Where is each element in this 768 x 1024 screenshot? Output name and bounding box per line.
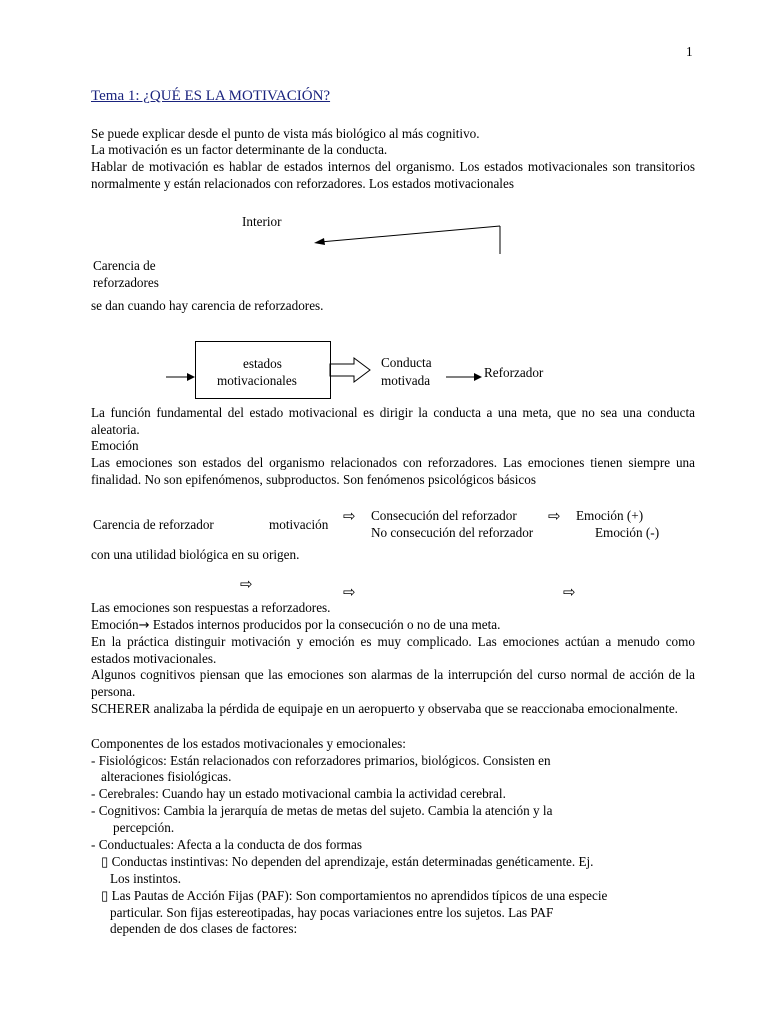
intro-paragraph-3: Hablar de motivación es hablar de estados internos del organismo. Los estados motivacionales son transitorios normalmente y están relacionados con reforzadores. Los estados motivacionales xyxy=(91,159,695,191)
componentes-heading: Componentes de los estados motivacionales y emocionales: xyxy=(91,736,406,751)
practica-paragraph: En la práctica distinguir motivación y emoción es muy complicado. Las emociones actúan a menudo como estados motivacionales. xyxy=(91,634,695,666)
double-arrow-icon: ⇨ xyxy=(343,583,356,601)
bullet-box-icon: ▯ xyxy=(101,888,109,903)
cognitivos-line-1: - Cognitivos: Cambia la jerarquía de metas de metas del sujeto. Cambia la atención y la xyxy=(91,803,553,818)
emocion-negativa: Emoción (-) xyxy=(595,525,660,540)
instintivas-line-2: Los instintos. xyxy=(110,871,182,886)
double-arrow-icon: ⇨ xyxy=(563,583,576,601)
double-arrow-icon: ⇨ xyxy=(240,575,253,593)
conducta-line-1: Conducta xyxy=(381,355,432,370)
emocion-heading: Emoción xyxy=(91,438,139,453)
cognitivos-paragraph: Algunos cognitivos piensan que las emociones son alarmas de la interrupción del curso normal de acción de la persona. xyxy=(91,667,695,699)
carencia-reforzador: Carencia de reforzador xyxy=(93,517,214,532)
right-arrow-icon: → xyxy=(138,618,150,633)
bullet-box-icon: ▯ xyxy=(101,854,109,869)
fisiologicos-line-1: - Fisiológicos: Están relacionados con reforzadores primarios, biológicos. Consisten en xyxy=(91,753,551,768)
utilidad-text: con una utilidad biológica en su origen. xyxy=(91,547,300,562)
bullet-paf xyxy=(101,888,721,905)
paf-line-3: dependen de dos clases de factores: xyxy=(110,921,298,936)
box-line-2: motivacionales xyxy=(217,373,297,388)
emocion-definition xyxy=(91,617,695,634)
cognitivos-line-2: percepción. xyxy=(113,820,175,835)
fisiologicos-line-2: alteraciones fisiológicas. xyxy=(101,769,232,784)
emocion-word: Emoción xyxy=(91,617,139,632)
conductuales-line: - Conductuales: Afecta a la conducta de dos formas xyxy=(91,837,362,852)
respuestas-text: Las emociones son respuestas a reforzadores. xyxy=(91,600,331,615)
box-line-1: estados xyxy=(243,356,282,371)
conducta-line-2: motivada xyxy=(381,373,431,388)
instintivas-line-1: Conductas instintivas: No dependen del aprendizaje, están determinadas genéticamente. Ej. xyxy=(111,854,594,869)
cerebrales-line: - Cerebrales: Cuando hay un estado motivacional cambia la actividad cerebral. xyxy=(91,786,506,801)
page-title: Tema 1: ¿QUÉ ES LA MOTIVACIÓN? xyxy=(91,88,331,104)
paf-line-2: particular. Son fijas estereotipadas, hay pocas variaciones entre los sujetos. Las PAF xyxy=(110,905,554,920)
reforzador-label: Reforzador xyxy=(484,365,544,380)
se-dan-text: se dan cuando hay carencia de reforzadores. xyxy=(91,298,324,313)
motivacion-label: motivación xyxy=(269,517,329,532)
scherer-paragraph: SCHERER analizaba la pérdida de equipaje en un aeropuerto y observaba que se reaccionaba emocionalmente. xyxy=(91,701,678,716)
page-number: 1 xyxy=(686,44,693,59)
consecucion-label: Consecución del reforzador xyxy=(371,508,517,523)
interior-label: Interior xyxy=(242,214,282,229)
emociones-paragraph: Las emociones son estados del organismo relacionados con reforzadores. Las emociones tienen siempre una finalidad. No son epifenómenos, subproductos. Son fenómenos psicológicos básicos xyxy=(91,455,695,487)
intro-line-2: La motivación es un factor determinante de la conducta. xyxy=(91,142,388,157)
funcion-paragraph: La función fundamental del estado motivacional es dirigir la conducta a una meta, que no sea una conducta aleatoria. xyxy=(91,405,695,437)
double-arrow-icon: ⇨ xyxy=(548,507,561,525)
emocion-positiva: Emoción (+) xyxy=(576,508,644,523)
intro-line-1: Se puede explicar desde el punto de vista más biológico al más cognitivo. xyxy=(91,126,480,141)
carencia-line-2: reforzadores xyxy=(93,275,159,290)
bullet-instintivas xyxy=(101,854,721,871)
double-arrow-icon: ⇨ xyxy=(343,507,356,525)
no-consecucion-label: No consecución del reforzador xyxy=(371,525,534,540)
paf-line-1: Las Pautas de Acción Fijas (PAF): Son comportamientos no aprendidos típicos de una especie xyxy=(111,888,608,903)
carencia-line-1: Carencia de xyxy=(93,258,156,273)
emocion-def-text: Estados internos producidos por la consecución o no de una meta. xyxy=(149,617,501,632)
